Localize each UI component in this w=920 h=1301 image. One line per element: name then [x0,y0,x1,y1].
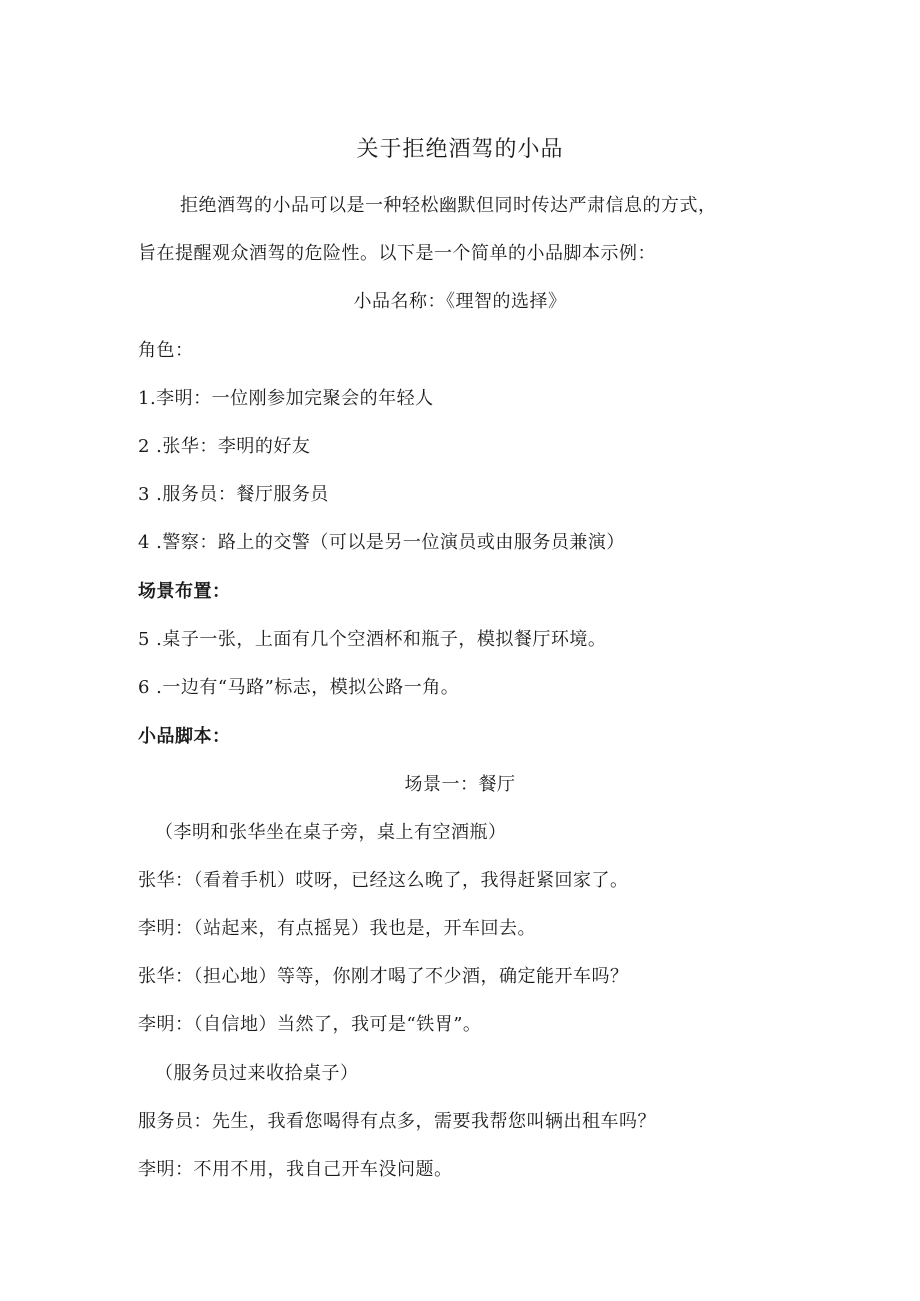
dialogue-line: 李明：不用不用，我自己开车没问题。 [138,1159,453,1180]
role-item: 4 .警察：路上的交警（可以是另一位演员或由服务员兼演） [138,532,625,553]
intro-paragraph-line-1: 拒绝酒驾的小品可以是一种轻松幽默但同时传达严肃信息的方式， [180,195,717,216]
document-title: 关于拒绝酒驾的小品 [356,137,564,162]
script-heading: 小品脚本： [138,726,231,747]
dialogue-line: 张华：（担心地）等等，你刚才喝了不少酒，确定能开车吗？ [138,966,629,987]
dialogue-line: 张华：（看着手机）哎呀，已经这么晚了，我得赶紧回家了。 [138,870,629,891]
dialogue-line: 李明：（站起来，有点摇晃）我也是，开车回去。 [138,918,536,939]
setting-heading: 场景布置： [138,581,231,602]
dialogue-line: 李明：（自信地）当然了，我可是“铁胃”。 [138,1014,482,1035]
scene-title: 场景一：餐厅 [404,774,516,795]
skit-name: 小品名称：《理智的选择》 [353,291,567,312]
dialogue-line: 服务员：先生，我看您喝得有点多，需要我帮您叫辆出租车吗？ [138,1111,656,1132]
intro-paragraph-line-2: 旨在提醒观众酒驾的危险性。以下是一个简单的小品脚本示例： [138,243,656,264]
stage-direction: （服务员过来收拾桌子） [155,1063,359,1084]
stage-direction: （李明和张华坐在桌子旁，桌上有空酒瓶） [155,822,507,843]
role-item: 3 .服务员：餐厅服务员 [138,484,329,505]
roles-heading: 角色： [138,340,194,361]
setting-item: 6 .一边有“马路”标志，模拟公路一角。 [138,677,460,698]
role-item: 2 .张华：李明的好友 [138,436,311,457]
setting-item: 5 .桌子一张，上面有几个空酒杯和瓶子，模拟餐厅环境。 [138,629,607,650]
role-item: 1.李明：一位刚参加完聚会的年轻人 [138,388,434,409]
